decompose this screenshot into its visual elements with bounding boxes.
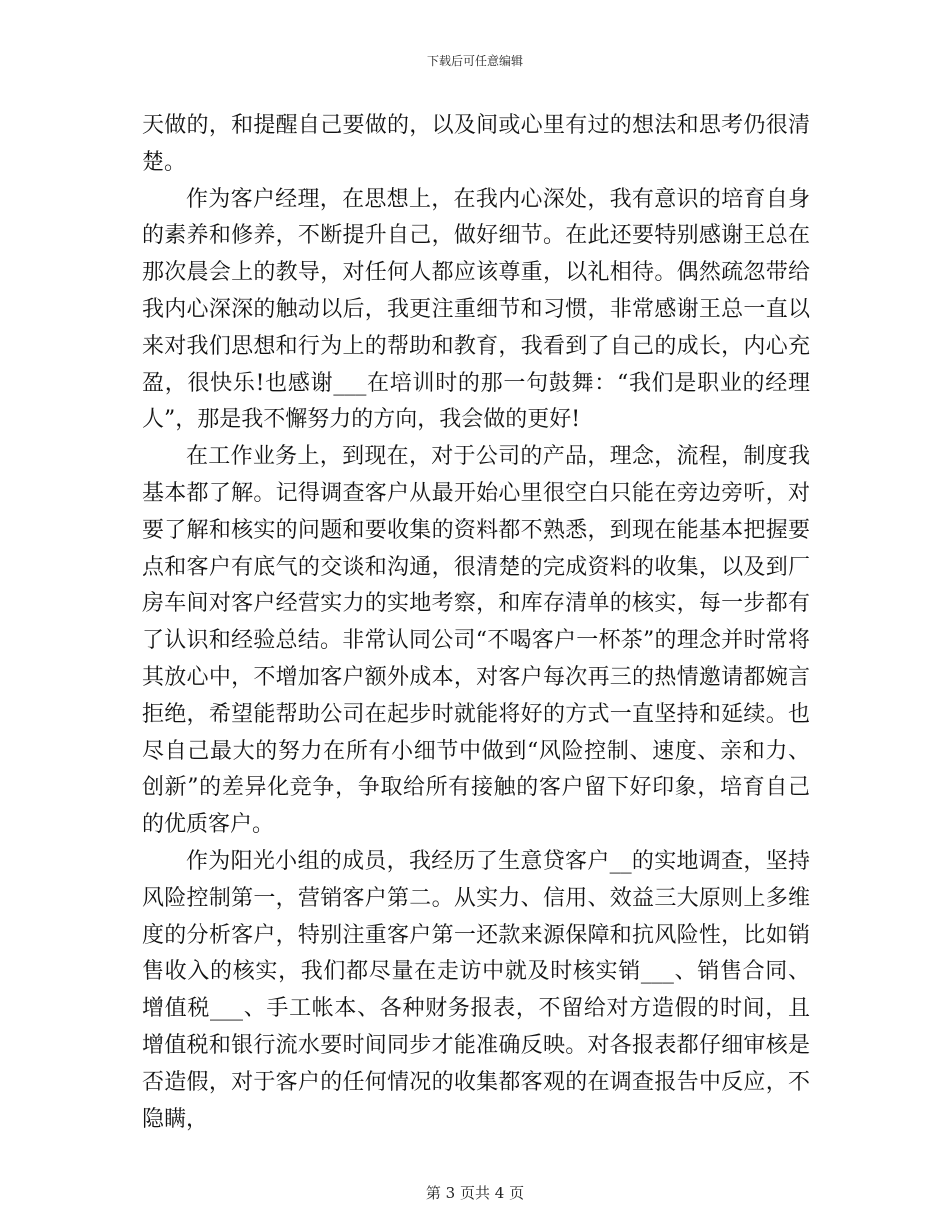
page-footer: 第 3 页共 4 页	[425, 1184, 525, 1202]
paragraph-continuation: 天做的，和提醒自己要做的，以及间或心里有过的想法和思考仍很清楚。	[142, 113, 810, 175]
paragraph-mindset: 作为客户经理，在思想上，在我内心深处，我有意识的培育自身的素养和修养，不断提升自己，做好细节。在此还要特别感谢王总在那次晨会上的教导，对任何人都应该尊重，以礼相待。偶然疏忽带给我内心深深的触动以后，我更注重细节和习惯，非常感谢王总一直以来对我们思想和行为上的帮助和教育，我看到了自己的成长，内心充盈，很快乐!也感谢___在培训时的那一句鼓舞：“我们是职业的经理人”，那是我不懈努力的方向，我会做的更好!	[142, 186, 810, 433]
document-body	[142, 108, 810, 1138]
paragraph-team: 作为阳光小组的成员，我经历了生意贷客户__的实地调查，坚持风险控制第一，营销客户第二。从实力、信用、效益三大原则上多维度的分析客户，特别注重客户第一还款来源保障和抗风险性，比如销售收入的核实，我们都尽量在走访中就及时核实销___、销售合同、增值税___、手工帐本、各种财务报表，不留给对方造假的时间，且增值税和银行流水要时间同步才能准确反映。对各报表都仔细审核是否造假，对于客户的任何情况的收集都客观的在调查报告中反应，不隐瞒，	[142, 848, 810, 1132]
paragraph-business: 在工作业务上，到现在，对于公司的产品，理念，流程，制度我基本都了解。记得调查客户从最开始心里很空白只能在旁边旁听，对要了解和核实的问题和要收集的资料都不熟悉，到现在能基本把握要点和客户有底气的交谈和沟通，很清楚的完成资料的收集，以及到厂房车间对客户经营实力的实地考察，和库存清单的核实，每一步都有了认识和经验总结。非常认同公司“不喝客户一杯茶”的理念并时常将其放心中，不增加客户额外成本，对客户每次再三的热情邀请都婉言拒绝，希望能帮助公司在起步时就能将好的方式一直坚持和延续。也尽自己最大的努力在所有小细节中做到“风险控制、速度、亲和力、创新”的差异化竞争，争取给所有接触的客户留下好印象，培育自己的优质客户。	[142, 444, 810, 838]
page-header: 下载后可任意编辑	[426, 54, 523, 68]
